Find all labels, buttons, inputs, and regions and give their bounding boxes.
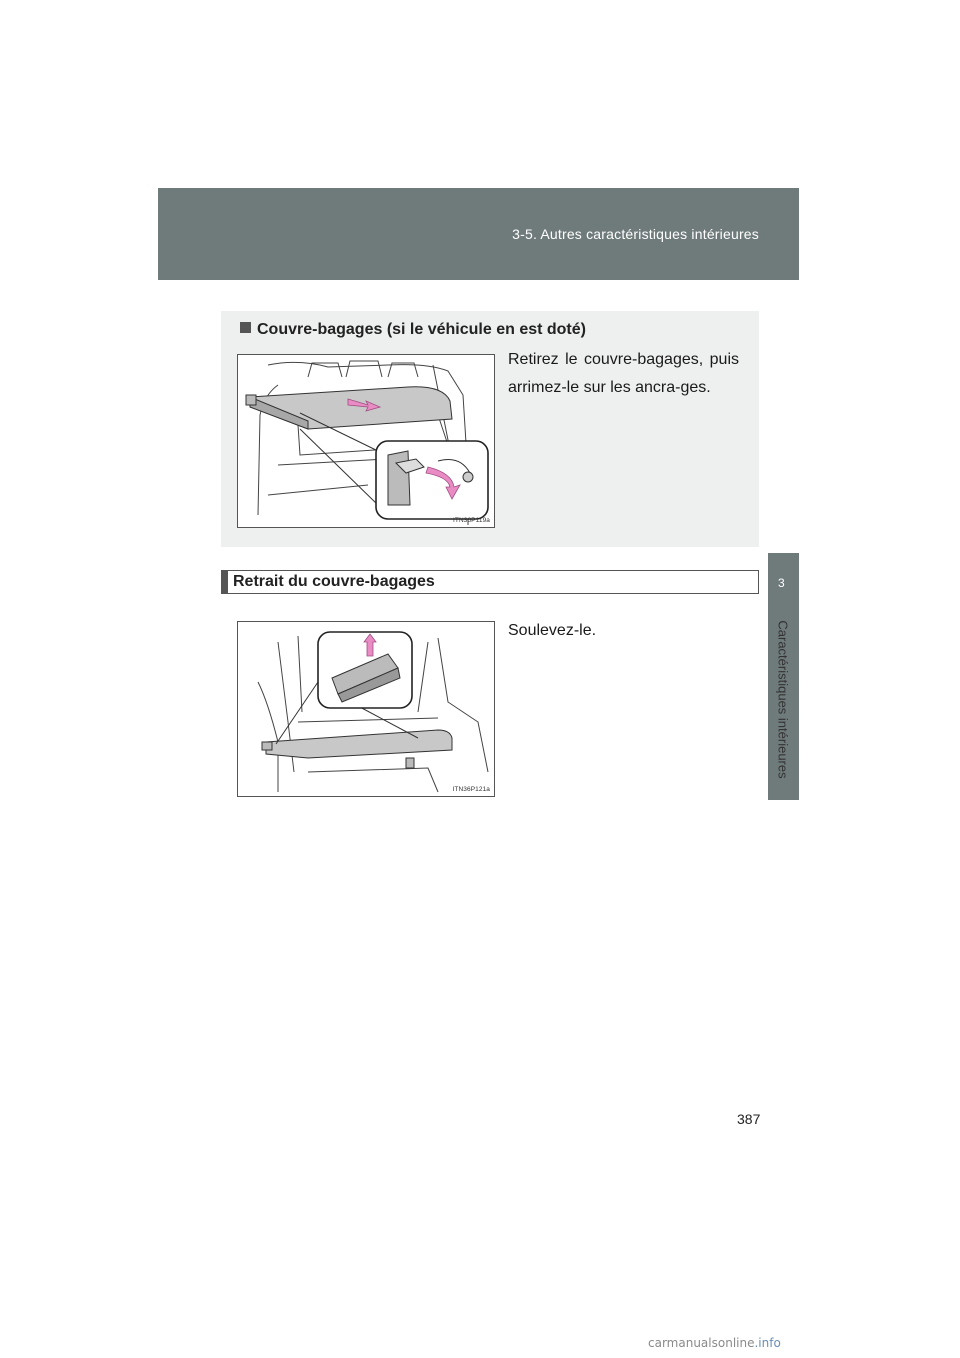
page-header (158, 188, 799, 280)
section-heading-bar (221, 570, 759, 594)
square-bullet-icon (240, 322, 251, 333)
page-number: 387 (737, 1111, 761, 1127)
figure-code: ITN36P121a (452, 786, 490, 793)
chapter-number: 3 (778, 576, 785, 590)
watermark-site: carmanualsonline (648, 1336, 755, 1350)
cargo-cover-removal-illustration (238, 622, 494, 796)
watermark[interactable] (648, 1336, 781, 1350)
section-accent (222, 571, 228, 593)
section-title: 3-5. Autres caractéristiques intérieures (512, 226, 759, 242)
figure-tonneau-cover-removal (237, 621, 495, 797)
section-heading: Retrait du couvre-bagages (233, 573, 435, 590)
figure-code: ITN36P119a (452, 517, 490, 524)
info-instruction: Retirez le couvre-bagages, puis arrimez-le sur les ancra-ges. (508, 351, 739, 396)
chapter-label-text: Caractéristiques intérieures (776, 619, 792, 779)
chapter-label (768, 586, 799, 812)
figure-tonneau-cover-stowing (237, 354, 495, 528)
section-instruction: Soulevez-le. (508, 622, 597, 639)
watermark-tld: .info (754, 1336, 781, 1350)
info-heading-text: Couvre-bagages (si le véhicule en est doté) (257, 321, 586, 338)
info-heading (240, 321, 586, 339)
cargo-cover-illustration (238, 355, 494, 527)
